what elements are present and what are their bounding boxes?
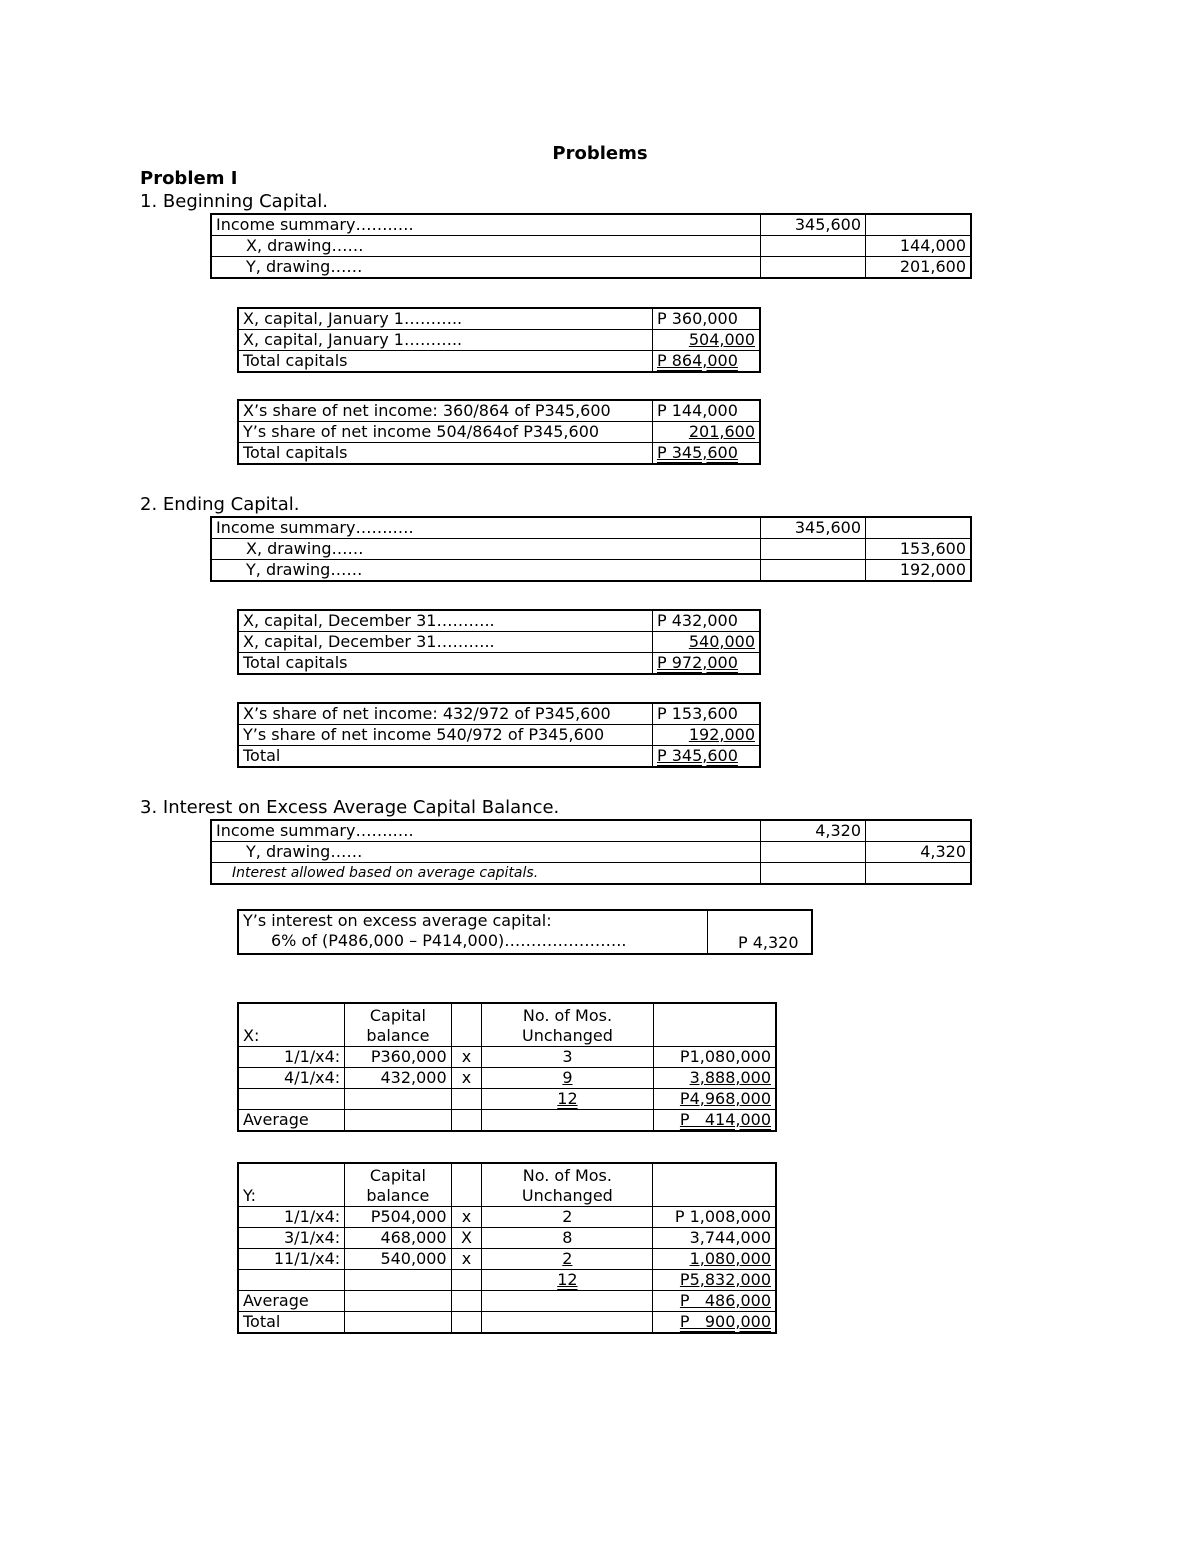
header-line-2: Unchanged [522,1026,613,1045]
times-cell: x [451,1249,482,1270]
table-row [238,910,812,954]
empty-cell [451,1312,482,1334]
months-cell: 2 [562,1249,573,1268]
row-label: Total capitals [238,653,653,675]
months-cell: 12 [557,1270,578,1289]
row-label: X, capital, December 31……….. [238,632,653,653]
journal-entry-beginning [210,213,972,279]
table-row [211,214,971,236]
row-label: Total capitals [238,351,653,373]
empty-cell [482,1312,653,1334]
row-label: Y’s share of net income 504/864of P345,600 [238,422,653,443]
table-row [238,351,760,373]
empty-cell [482,1291,653,1312]
credit-amount: 4,320 [866,842,972,863]
date-cell [238,1089,345,1110]
journal-entry-ending [210,516,972,582]
times-cell: X [451,1228,482,1249]
empty-cell [761,863,866,885]
average-label: Average [238,1110,345,1132]
empty-cell [482,1110,653,1132]
capitals-table-ending [237,609,761,675]
debit-amount [761,560,866,582]
account-name: X, drawing…… [211,236,761,257]
table-row [238,1228,776,1249]
table-row [238,1249,776,1270]
table-header-row [238,1163,776,1207]
header-line-2: balance [366,1026,430,1045]
row-label: Total [238,746,653,768]
balance-cell: 540,000 [345,1249,451,1270]
capital-balance-header [345,1003,451,1047]
product-cell: 1,080,000 [689,1249,771,1268]
header-line-1: No. of Mos. [522,1166,612,1185]
table-row [211,236,971,257]
balance-cell: 468,000 [345,1228,451,1249]
times-cell: x [451,1047,482,1068]
date-cell: 1/1/x4: [238,1207,345,1228]
table-row [238,1068,776,1089]
credit-amount: 201,600 [866,257,972,279]
problem-label: Problem I [140,168,238,189]
interest-description [238,910,708,954]
debit-amount [761,539,866,560]
shares-table-ending [237,702,761,768]
header-line-1: Capital [369,1006,426,1025]
row-amount: P 345,600 [657,746,738,765]
credit-amount [866,517,972,539]
table-row [238,422,760,443]
section-3-heading: 3. Interest on Excess Average Capital Balance. [140,797,560,818]
debit-amount [761,842,866,863]
row-amount: P 345,600 [657,443,738,462]
times-cell [451,1089,482,1110]
table-row [211,560,971,582]
row-amount: P 432,000 [653,610,761,632]
row-label: X’s share of net income: 360/864 of P345,600 [238,400,653,422]
debit-amount: 4,320 [761,820,866,842]
table-row [238,400,760,422]
times-cell: x [451,1068,482,1089]
section-1-heading: 1. Beginning Capital. [140,191,328,212]
empty-cell [653,1003,776,1047]
row-amount: 192,000 [688,725,755,744]
shares-table-beginning [237,399,761,465]
months-header [482,1003,653,1047]
row-label: Total capitals [238,443,653,465]
header-line-2: Unchanged [521,1186,613,1205]
account-name: X, drawing…… [211,539,761,560]
balance-cell [345,1270,451,1291]
date-cell: 11/1/x4: [238,1249,345,1270]
credit-amount [866,820,972,842]
empty-cell [653,1163,776,1207]
table-row [211,863,971,885]
table-row [238,1207,776,1228]
table-row [238,1089,776,1110]
row-label: X’s share of net income: 432/972 of P345,600 [238,703,653,725]
table-row [238,1312,776,1334]
header-line-1: No. of Mos. [522,1006,613,1025]
table-row [238,653,760,675]
months-cell: 8 [482,1228,653,1249]
empty-cell [451,1291,482,1312]
row-amount: P 144,000 [653,400,761,422]
row-amount: 504,000 [688,330,755,349]
date-cell: 1/1/x4: [238,1047,345,1068]
product-cell: P4,968,000 [679,1089,771,1108]
row-label: Y’s share of net income 540/972 of P345,600 [238,725,653,746]
row-amount: P 360,000 [653,308,761,330]
total-label: Total [238,1312,345,1334]
row-amount: 540,000 [688,632,755,651]
average-label: Average [238,1291,345,1312]
balance-cell [345,1089,451,1110]
date-cell: 4/1/x4: [238,1068,345,1089]
table-row [238,1270,776,1291]
account-name: Y, drawing…… [211,257,761,279]
months-header [482,1163,653,1207]
table-row [211,842,971,863]
account-name: Y, drawing…… [211,560,761,582]
table-row [238,703,760,725]
empty-cell [451,1003,482,1047]
header-line-1: Capital [369,1166,426,1185]
row-amount: P 864,000 [657,351,738,370]
x-average-capital-table [237,1002,777,1132]
y-average-capital-table [237,1162,777,1334]
row-amount: P 972,000 [657,653,738,672]
table-row [238,746,760,768]
months-cell: 3 [482,1047,653,1068]
x-label: X: [238,1003,345,1047]
times-cell [451,1270,482,1291]
table-header-row [238,1003,776,1047]
product-cell: P 1,008,000 [653,1207,776,1228]
interest-line-2: 6% of (P486,000 – P414,000)………………….. [271,931,627,950]
product-cell: P5,832,000 [679,1270,771,1289]
empty-cell [451,1163,482,1207]
header-line-2: balance [366,1186,430,1205]
debit-amount: 345,600 [761,214,866,236]
average-amount: P 414,000 [679,1110,771,1129]
capital-balance-header [345,1163,451,1207]
table-row [211,517,971,539]
table-row [238,308,760,330]
page-title: Problems [552,143,648,164]
row-amount: 201,600 [688,422,755,441]
empty-cell [866,863,972,885]
times-cell: x [451,1207,482,1228]
months-cell: 2 [482,1207,653,1228]
account-name: Income summary…….…. [211,214,761,236]
product-cell: 3,888,000 [689,1068,771,1087]
table-row [211,820,971,842]
account-name: Income summary…….…. [211,517,761,539]
empty-cell [345,1291,451,1312]
table-row [238,330,760,351]
empty-cell [345,1312,451,1334]
balance-cell: P504,000 [345,1207,451,1228]
months-cell: 9 [562,1068,573,1087]
interest-computation [237,909,813,955]
balance-cell: 432,000 [345,1068,451,1089]
balance-cell: P360,000 [345,1047,451,1068]
table-row [238,632,760,653]
row-label: X, capital, December 31……….. [238,610,653,632]
product-cell: 3,744,000 [653,1228,776,1249]
table-row [211,257,971,279]
table-row [238,610,760,632]
table-row [238,1110,776,1132]
debit-amount: 345,600 [761,517,866,539]
empty-cell [451,1110,482,1132]
credit-amount: 144,000 [866,236,972,257]
table-row [211,539,971,560]
table-row [238,443,760,465]
capitals-table-beginning [237,307,761,373]
interest-amount: P 4,320 [708,910,813,954]
table-row [238,1047,776,1068]
account-name: Y, drawing…… [211,842,761,863]
credit-amount: 192,000 [866,560,972,582]
credit-amount: 153,600 [866,539,972,560]
interest-line-1: Y’s interest on excess average capital: [243,911,552,930]
journal-note: Interest allowed based on average capitals. [211,863,761,885]
average-amount: P 486,000 [679,1291,771,1310]
row-label: X, capital, January 1……….. [238,330,653,351]
date-cell: 3/1/x4: [238,1228,345,1249]
table-row [238,725,760,746]
y-label: Y: [238,1163,345,1207]
credit-amount [866,214,972,236]
row-amount: P 153,600 [653,703,761,725]
row-label: X, capital, January 1……….. [238,308,653,330]
months-cell: 12 [557,1089,578,1108]
journal-entry-interest [210,819,972,885]
date-cell [238,1270,345,1291]
table-row [238,1291,776,1312]
empty-cell [345,1110,451,1132]
debit-amount [761,236,866,257]
debit-amount [761,257,866,279]
section-2-heading: 2. Ending Capital. [140,494,300,515]
total-amount: P 900,000 [679,1312,771,1331]
product-cell: P1,080,000 [653,1047,776,1068]
account-name: Income summary…….…. [211,820,761,842]
